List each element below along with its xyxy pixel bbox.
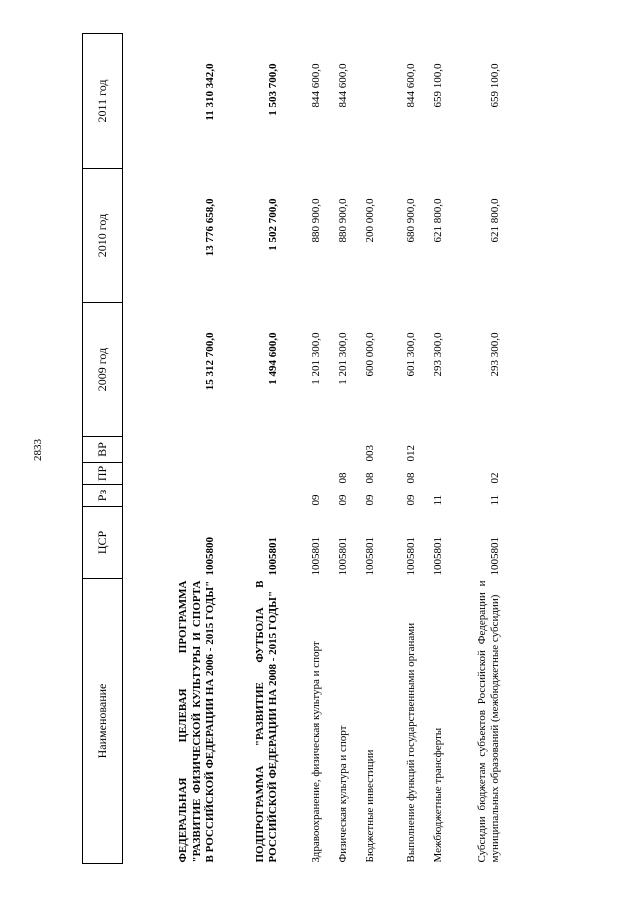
- row-rz: [219, 485, 282, 507]
- table-header-row: [83, 34, 123, 864]
- row-rz: 09: [336, 494, 349, 506]
- row-2010: 621 800,0: [431, 198, 444, 243]
- row-2010: 880 900,0: [309, 198, 322, 243]
- row-name: Здравоохранение, физическая культура и спорт: [309, 641, 322, 863]
- row-name: Физическая культура и спорт: [336, 725, 349, 863]
- row-pr: [123, 463, 220, 485]
- row-2011: 659 100,0: [431, 63, 444, 108]
- row-pr: [282, 463, 325, 485]
- row-pr: 08: [363, 472, 376, 484]
- page-number: 2833: [32, 439, 44, 461]
- row-2011: 844 600,0: [404, 63, 417, 108]
- row-csr: 1005801: [488, 537, 501, 576]
- table-row: [352, 34, 379, 864]
- row-csr: 1005801: [309, 537, 322, 576]
- row-csr: 1005801: [431, 537, 444, 576]
- row-2009: 1 201 300,0: [336, 332, 349, 385]
- table-row: [123, 34, 220, 864]
- row-rz: 09: [404, 494, 417, 506]
- row-vr: [282, 437, 325, 463]
- row-2011: 1 503 700,0: [266, 63, 279, 116]
- row-name: Выполнение функций государственными органами: [404, 622, 417, 863]
- row-name: ФЕДЕРАЛЬНАЯ ЦЕЛЕВАЯ ПРОГРАММА "РАЗВИТИЕ ФИЗИЧЕСКОЙ КУЛЬТУРЫ И СПОРТА В РОССИЙСКОЙ ФЕДЕРАЦИИ НА 2006 - 2015 ГОДЫ": [177, 580, 216, 863]
- row-csr: 1005801: [404, 537, 417, 576]
- row-name: Субсидии бюджетам субъектов Российской Федерации и муниципальных образований (межбюджетные субсидии): [475, 580, 501, 863]
- table-row: [219, 34, 282, 864]
- row-rz: 11: [431, 494, 444, 506]
- row-csr: 1005801: [363, 537, 376, 576]
- row-2009: 601 300,0: [404, 332, 417, 377]
- header-rz: Рз: [83, 485, 123, 507]
- row-2009: 1 201 300,0: [309, 332, 322, 385]
- row-rz: 11: [488, 494, 501, 506]
- header-2009: 2009 год: [83, 303, 123, 437]
- row-pr: 08: [404, 472, 417, 484]
- row-2010: 13 776 658,0: [203, 198, 216, 257]
- row-pr: 08: [336, 472, 349, 484]
- row-2010: 1 502 700,0: [266, 198, 279, 251]
- row-2010: 200 000,0: [363, 198, 376, 243]
- row-vr: 012: [404, 445, 417, 462]
- header-csr: ЦСР: [83, 507, 123, 579]
- table-row: [282, 34, 325, 864]
- row-2009: 600 000,0: [363, 332, 376, 377]
- row-csr: 1005801: [266, 537, 279, 576]
- header-vr: ВР: [83, 437, 123, 463]
- row-csr: 1005801: [336, 537, 349, 576]
- table-row: [447, 34, 504, 864]
- row-pr: [420, 463, 447, 485]
- table-row: [325, 34, 352, 864]
- header-2010: 2010 год: [83, 169, 123, 303]
- row-2010: 680 900,0: [404, 198, 417, 243]
- row-2010: 621 800,0: [488, 198, 501, 243]
- row-vr: [325, 437, 352, 463]
- row-name: Межбюджетные трансферты: [431, 727, 444, 863]
- row-pr: 02: [488, 472, 501, 484]
- row-vr: [447, 437, 504, 463]
- header-pr: ПР: [83, 463, 123, 485]
- row-rz: 09: [309, 494, 322, 506]
- row-rz: 09: [363, 494, 376, 506]
- table-row: [420, 34, 447, 864]
- row-csr: 1005800: [203, 537, 216, 576]
- row-vr: 003: [363, 445, 376, 462]
- budget-table: [82, 33, 504, 864]
- row-vr: [123, 437, 220, 463]
- row-2009: 1 494 600,0: [266, 332, 279, 385]
- row-pr: [219, 463, 282, 485]
- header-2011: 2011 год: [83, 34, 123, 169]
- rotated-page-content: [82, 34, 627, 864]
- row-2011: 11 310 342,0: [203, 63, 216, 121]
- row-rz: [123, 485, 220, 507]
- row-2011: 844 600,0: [336, 63, 349, 108]
- row-name: Бюджетные инвестиции: [363, 749, 376, 863]
- row-2011: [352, 34, 379, 169]
- row-2011: 659 100,0: [488, 63, 501, 108]
- table-row: [379, 34, 420, 864]
- row-vr: [420, 437, 447, 463]
- row-vr: [219, 437, 282, 463]
- row-2011: 844 600,0: [309, 63, 322, 108]
- row-2010: 880 900,0: [336, 198, 349, 243]
- row-2009: 15 312 700,0: [203, 332, 216, 391]
- header-name: Наименование: [83, 579, 123, 864]
- row-2009: 293 300,0: [431, 332, 444, 377]
- row-2009: 293 300,0: [488, 332, 501, 377]
- row-name: ПОДПРОГРАММА "РАЗВИТИЕ ФУТБОЛА В РОССИЙСКОЙ ФЕДЕРАЦИИ НА 2008 - 2015 ГОДЫ": [253, 580, 279, 863]
